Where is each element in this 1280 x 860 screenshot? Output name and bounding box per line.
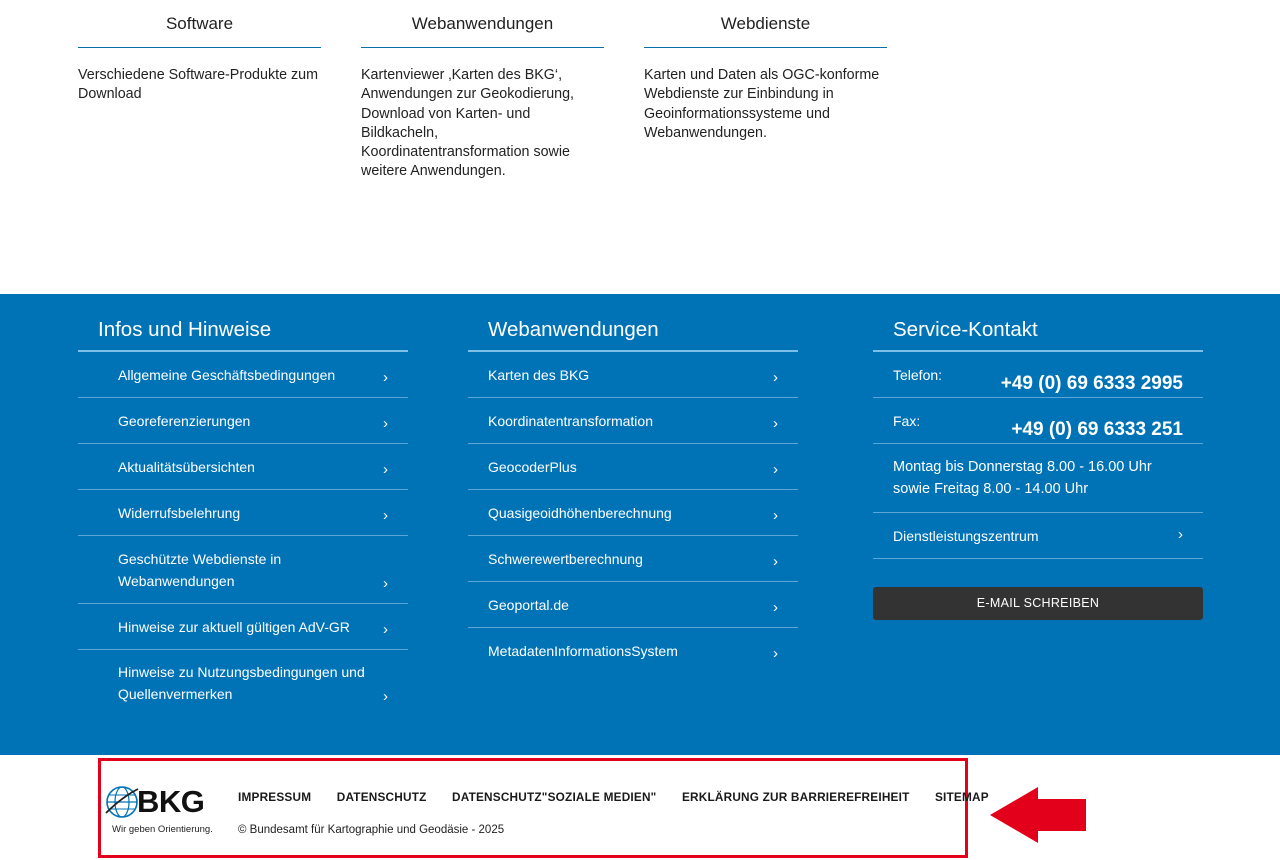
footer-link-aktualitaet[interactable]: Aktualitätsübersichten ›: [78, 444, 408, 490]
footer-link-georeferenzierungen[interactable]: Georeferenzierungen ›: [78, 398, 408, 444]
webanwendungen-title[interactable]: Webanwendungen: [361, 0, 604, 48]
footer-link-geocoderplus[interactable]: GeocoderPlus ›: [468, 444, 798, 490]
webdienste-title[interactable]: Webdienste: [644, 0, 887, 48]
chevron-right-icon: ›: [1178, 526, 1183, 543]
webdienste-column: [644, 0, 887, 143]
infos-heading: Infos und Hinweise: [78, 294, 408, 352]
footer-link-metadaten[interactable]: MetadatenInformationsSystem ›: [468, 628, 798, 673]
footer-link-koordinatentransformation[interactable]: Koordinatentransformation ›: [468, 398, 798, 444]
chevron-right-icon: ›: [383, 461, 388, 478]
chevron-right-icon: ›: [383, 369, 388, 386]
logo-tagline: Wir geben Orientierung.: [112, 824, 213, 835]
webapps-list: [468, 352, 798, 673]
hours-line-2: sowie Freitag 8.00 - 14.00 Uhr: [893, 481, 1089, 497]
bkg-logo[interactable]: [104, 783, 212, 839]
webapps-heading: Webanwendungen: [468, 294, 798, 352]
hours-line-1: Montag bis Donnerstag 8.00 - 16.00 Uhr: [893, 459, 1152, 475]
footer-link-widerruf[interactable]: Widerrufsbelehrung ›: [78, 490, 408, 536]
chevron-right-icon: ›: [773, 553, 778, 570]
phone-row: [873, 352, 1203, 398]
fax-label: Fax:: [893, 412, 921, 429]
copyright: © Bundesamt für Kartographie und Geodäsie - 2025: [238, 824, 505, 836]
service-heading: Service-Kontakt: [873, 294, 1203, 352]
site-footer: [0, 294, 1280, 755]
chevron-right-icon: ›: [773, 461, 778, 478]
footer-link-quasigeoid[interactable]: Quasigeoidhöhenberechnung ›: [468, 490, 798, 536]
software-title[interactable]: Software: [78, 0, 321, 48]
product-overview: [0, 0, 1280, 294]
link-datenschutz[interactable]: DATENSCHUTZ: [336, 790, 427, 804]
chevron-right-icon: ›: [383, 415, 388, 432]
infos-list: [78, 352, 408, 716]
link-sitemap[interactable]: SITEMAP: [934, 790, 989, 804]
email-button[interactable]: E-MAIL SCHREIBEN: [873, 587, 1203, 620]
fax-row: [873, 398, 1203, 444]
opening-hours: [873, 444, 1203, 513]
footer-link-geschuetzte-webdienste[interactable]: Geschützte Webdienste in Webanwendungen ›: [78, 536, 408, 604]
service-column: [873, 294, 1203, 610]
link-barrierefreiheit[interactable]: ERKLÄRUNG ZUR BARRIEREFREIHEIT: [681, 790, 910, 804]
footer-link-nutzungsbedingungen[interactable]: Hinweise zu Nutzungsbedingungen und Quellenvermerken ›: [78, 650, 408, 716]
chevron-right-icon: ›: [773, 645, 778, 662]
service-list: [873, 352, 1203, 559]
chevron-right-icon: ›: [773, 599, 778, 616]
chevron-right-icon: ›: [773, 369, 778, 386]
chevron-right-icon: ›: [383, 507, 388, 524]
footer-link-karten-des-bkg[interactable]: Karten des BKG ›: [468, 352, 798, 398]
highlight-frame: [98, 758, 968, 858]
footer-link-dienstleistungszentrum[interactable]: Dienstleistungszentrum ›: [873, 513, 1203, 559]
legal-links: [238, 790, 1011, 804]
chevron-right-icon: ›: [773, 507, 778, 524]
link-impressum[interactable]: IMPRESSUM: [238, 790, 312, 804]
webapps-column: [468, 294, 798, 673]
chevron-right-icon: ›: [773, 415, 778, 432]
webdienste-description: Karten und Daten als OGC-konforme Webdienste zur Einbindung in Geoinformationssysteme und Webanwendungen.: [644, 67, 880, 141]
software-column: [78, 0, 321, 105]
link-datenschutz-soziale-medien[interactable]: DATENSCHUTZ"SOZIALE MEDIEN": [452, 790, 657, 804]
globe-icon: [104, 783, 140, 821]
footer-link-schwerewert[interactable]: Schwerewertberechnung ›: [468, 536, 798, 582]
webanwendungen-description: Kartenviewer ‚Karten des BKG‘, Anwendungen zur Geokodierung, Download von Karten- und Bildkacheln, Koordinatentransformation sowie weitere Anwendungen.: [361, 67, 575, 180]
footer-link-geoportal[interactable]: Geoportal.de ›: [468, 582, 798, 628]
chevron-right-icon: ›: [383, 575, 388, 592]
infos-column: [78, 294, 408, 716]
fax-number: +49 (0) 69 6333 251: [1011, 419, 1183, 440]
phone-number[interactable]: +49 (0) 69 6333 2995: [1000, 373, 1183, 394]
logo-text: BKG: [137, 784, 205, 819]
left-arrow-icon: [990, 787, 1086, 843]
chevron-right-icon: ›: [383, 688, 388, 705]
phone-label: Telefon:: [893, 366, 943, 383]
footer-link-agb[interactable]: Allgemeine Geschäftsbedingungen ›: [78, 352, 408, 398]
webanwendungen-column: [361, 0, 604, 182]
chevron-right-icon: ›: [383, 621, 388, 638]
software-description: Verschiedene Software-Produkte zum Download: [78, 67, 318, 103]
footer-link-adv-gr[interactable]: Hinweise zur aktuell gültigen AdV-GR ›: [78, 604, 408, 650]
